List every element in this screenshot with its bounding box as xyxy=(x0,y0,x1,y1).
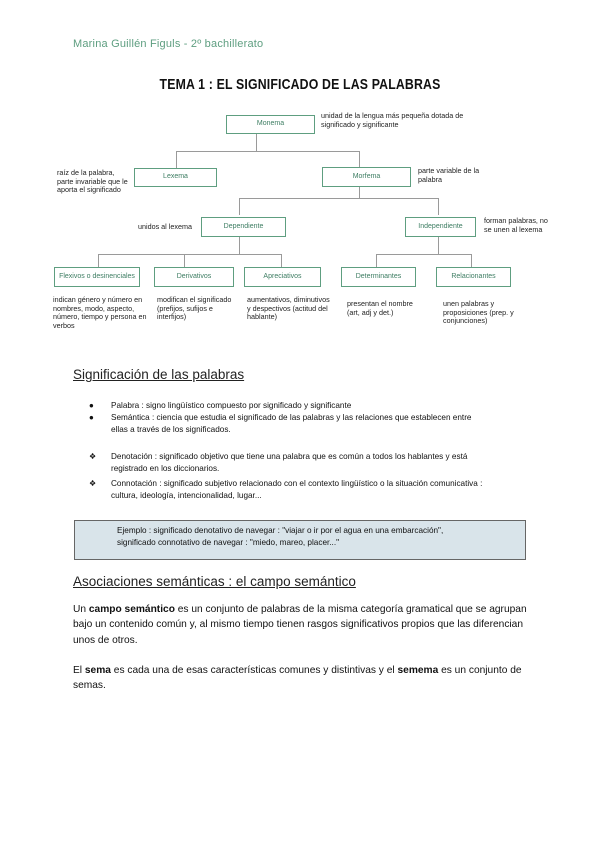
page-title: TEMA 1 : EL SIGNIFICADO DE LAS PALABRAS xyxy=(159,76,441,93)
note-morfema: parte variable de la palabra xyxy=(418,166,480,184)
connector xyxy=(359,151,360,167)
node-dependiente: Dependiente xyxy=(201,217,286,237)
definition-list xyxy=(89,400,489,436)
note-determinantes: presentan el nombre (art, adj y det.) xyxy=(347,299,413,317)
node-morfema: Morfema xyxy=(322,167,411,187)
note-dependiente: unidos al lexema xyxy=(138,222,192,231)
note-monema: unidad de la lengua más pequeña dotada de significado y significante xyxy=(321,111,464,129)
list-item: ● Palabra : signo lingüístico compuesto por significado y significante xyxy=(89,401,352,410)
node-relacionantes: Relacionantes xyxy=(436,267,511,287)
note-flexivos: indican género y número en nombres, modo, aspecto, número, tiempo y persona en verbos xyxy=(53,295,147,330)
connector xyxy=(438,237,439,254)
node-apreciativos: Apreciativos xyxy=(244,267,321,287)
section-heading-campo-semantico: Asociaciones semánticas : el campo semántico xyxy=(73,574,356,589)
connector xyxy=(98,254,99,267)
connector xyxy=(438,198,439,215)
connector xyxy=(281,254,282,267)
paragraph-campo-semantico: Un campo semántico es un conjunto de palabras de la misma categoría gramatical que se agrupan bajo un contenido común y, al mismo tiempo tienen rasgos significativos propios que las diferencian unos de otros. xyxy=(73,604,527,646)
connector xyxy=(359,187,360,198)
section-heading-significacion: Significación de las palabras xyxy=(73,367,245,382)
list-item: ❖ Denotación : significado objetivo que tiene una palabra que es común a todos los hablantes y está registrado en los diccionarios. xyxy=(89,452,468,473)
node-determinantes: Determinantes xyxy=(341,267,416,287)
meaning-types-list xyxy=(89,451,504,502)
connector xyxy=(184,254,185,267)
node-derivativos: Derivativos xyxy=(154,267,234,287)
paragraph-sema: El sema es cada una de esas características comunes y distintivas y el semema es un conjunto de semas. xyxy=(73,665,522,692)
connector xyxy=(239,198,240,215)
list-item: ❖ Connotación : significado subjetivo relacionado con el contexto lingüístico o la situación comunicativa : cultura, ideología, intencionalidad, lugar... xyxy=(89,478,483,500)
connector xyxy=(98,254,282,255)
node-independiente: Independiente xyxy=(405,217,476,237)
node-monema: Monema xyxy=(226,115,315,134)
connector xyxy=(376,254,472,255)
connector xyxy=(256,134,257,151)
note-derivativos: modifican el significado (prefijos, sufijos e interfijos) xyxy=(157,295,232,322)
example-box xyxy=(74,520,526,560)
example-line: significado connotativo de navegar : "miedo, mareo, placer..." xyxy=(117,538,339,548)
node-lexema: Lexema xyxy=(134,168,217,187)
note-relacionantes: unen palabras y proposiciones (prep. y conjunciones) xyxy=(443,299,514,326)
connector xyxy=(176,151,360,152)
connector xyxy=(176,151,177,168)
author-header: Marina Guillén Figuls - 2º bachillerato xyxy=(73,38,264,50)
note-lexema: raíz de la palabra, parte invariable que le aporta el significado xyxy=(57,168,128,195)
node-flexivos: Flexivos o desinenciales xyxy=(54,267,140,287)
connector xyxy=(239,198,439,199)
example-line: Ejemplo : significado denotativo de navegar : "viajar o ir por el agua en una embarcación", xyxy=(117,526,444,535)
connector xyxy=(376,254,377,267)
note-independiente: forman palabras, no se unen al lexema xyxy=(484,216,548,234)
note-apreciativos: aumentativos, diminutivos y despectivos (actitud del hablante) xyxy=(247,295,330,322)
list-item: ● Semántica : ciencia que estudia el significado de las palabras y las relaciones que establecen entre ellas a través de los significados. xyxy=(89,412,472,434)
connector xyxy=(239,237,240,254)
connector xyxy=(471,254,472,267)
